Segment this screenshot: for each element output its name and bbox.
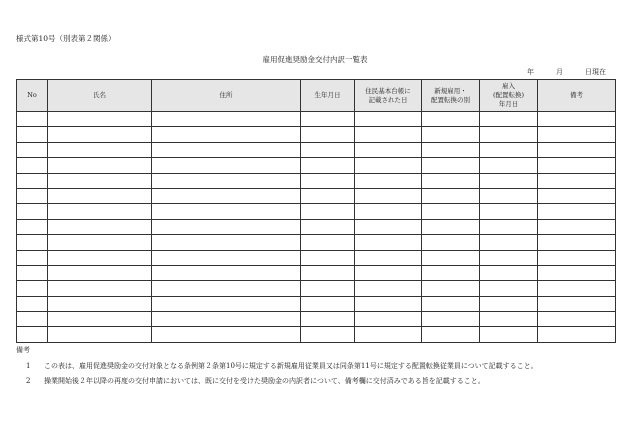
note-item-1: [26, 361, 538, 371]
note-number: 1: [26, 362, 31, 370]
table-cell[interactable]: [152, 281, 301, 296]
table-cell[interactable]: [355, 158, 422, 173]
table-cell[interactable]: [301, 219, 355, 234]
table-cell[interactable]: [355, 296, 422, 311]
table-cell[interactable]: [17, 158, 48, 173]
table-cell[interactable]: [538, 112, 616, 127]
table-cell[interactable]: [355, 173, 422, 188]
table-cell[interactable]: [480, 265, 538, 280]
table-cell[interactable]: [355, 188, 422, 203]
table-cell[interactable]: [480, 296, 538, 311]
table-cell[interactable]: [48, 235, 152, 250]
table-cell[interactable]: [152, 296, 301, 311]
table-cell[interactable]: [301, 204, 355, 219]
table-cell[interactable]: [48, 265, 152, 280]
table-cell[interactable]: [17, 265, 48, 280]
table-cell[interactable]: [422, 142, 480, 157]
date-year-label: 年: [527, 68, 534, 76]
table-row: [17, 219, 616, 234]
table-cell[interactable]: [17, 188, 48, 203]
table-cell[interactable]: [355, 127, 422, 142]
table-row: [17, 250, 616, 265]
table-cell[interactable]: [301, 142, 355, 157]
table-cell[interactable]: [152, 235, 301, 250]
column-header: 雇入 (配置転換) 年月日: [480, 80, 538, 112]
table-cell[interactable]: [48, 127, 152, 142]
table-cell[interactable]: [355, 250, 422, 265]
table-cell[interactable]: [480, 281, 538, 296]
note-text: 操業開始後２年以降の再度の交付申請においては、既に交付を受けた奨励金の内訳者について、備考欄に交付済みである旨を記載すること。: [44, 377, 485, 385]
table-cell[interactable]: [538, 250, 616, 265]
table-cell[interactable]: [152, 158, 301, 173]
table-cell[interactable]: [17, 250, 48, 265]
table-cell[interactable]: [48, 327, 152, 342]
table-row: [17, 173, 616, 188]
table-cell[interactable]: [480, 250, 538, 265]
table-cell[interactable]: [152, 142, 301, 157]
table-cell[interactable]: [152, 112, 301, 127]
table-cell[interactable]: [480, 127, 538, 142]
table-cell[interactable]: [17, 219, 48, 234]
table-cell[interactable]: [355, 312, 422, 327]
table-cell[interactable]: [422, 265, 480, 280]
table-cell[interactable]: [538, 235, 616, 250]
table-cell[interactable]: [538, 296, 616, 311]
table-cell[interactable]: [355, 142, 422, 157]
column-header: 新規雇用・ 配置転換の別: [422, 80, 480, 112]
table-cell[interactable]: [48, 142, 152, 157]
table-cell[interactable]: [355, 112, 422, 127]
table-row: [17, 327, 616, 342]
table-cell[interactable]: [538, 327, 616, 342]
table-cell[interactable]: [301, 281, 355, 296]
table-cell[interactable]: [422, 127, 480, 142]
column-header: 氏名: [48, 80, 152, 112]
date-month-label: 月: [556, 68, 563, 76]
table-cell[interactable]: [152, 127, 301, 142]
table-row: [17, 204, 616, 219]
table-cell[interactable]: [48, 173, 152, 188]
table-cell[interactable]: [422, 312, 480, 327]
table-header-row: [17, 80, 616, 112]
table-cell[interactable]: [301, 112, 355, 127]
table-cell[interactable]: [355, 265, 422, 280]
table-cell[interactable]: [301, 327, 355, 342]
table-row: [17, 235, 616, 250]
table-row: [17, 158, 616, 173]
date-day-label: 日現在: [585, 68, 606, 76]
table-cell[interactable]: [422, 235, 480, 250]
table-cell[interactable]: [152, 173, 301, 188]
table-cell[interactable]: [17, 327, 48, 342]
note-text: この表は、雇用促進奨励金の交付対象となる条例第２条第10号に規定する新規雇用従業員又は同条第11号に規定する配置転換従業員について記載すること。: [44, 362, 538, 370]
table-cell[interactable]: [301, 127, 355, 142]
table-cell[interactable]: [538, 158, 616, 173]
table-cell[interactable]: [422, 112, 480, 127]
table-row: [17, 312, 616, 327]
table-row: [17, 296, 616, 311]
table-cell[interactable]: [48, 312, 152, 327]
table-cell[interactable]: [422, 158, 480, 173]
note-number: 2: [26, 377, 31, 385]
table-cell[interactable]: [152, 219, 301, 234]
table-cell[interactable]: [480, 219, 538, 234]
column-header: 住民基本台帳に 記載された日: [355, 80, 422, 112]
table-cell[interactable]: [17, 296, 48, 311]
table-cell[interactable]: [480, 188, 538, 203]
table-row: [17, 265, 616, 280]
table-cell[interactable]: [152, 327, 301, 342]
table-cell[interactable]: [48, 296, 152, 311]
table-cell[interactable]: [17, 173, 48, 188]
table-cell[interactable]: [538, 142, 616, 157]
table-cell[interactable]: [152, 265, 301, 280]
table-cell[interactable]: [422, 296, 480, 311]
table-cell[interactable]: [355, 235, 422, 250]
table-cell[interactable]: [48, 281, 152, 296]
table-cell[interactable]: [480, 327, 538, 342]
table-cell[interactable]: [301, 296, 355, 311]
table-row: [17, 142, 616, 157]
table-cell[interactable]: [422, 188, 480, 203]
table-cell[interactable]: [422, 219, 480, 234]
table-cell[interactable]: [422, 327, 480, 342]
table-row: [17, 112, 616, 127]
table-cell[interactable]: [152, 250, 301, 265]
as-of-date: [527, 67, 606, 77]
table-cell[interactable]: [301, 158, 355, 173]
table-cell[interactable]: [538, 204, 616, 219]
table-cell[interactable]: [538, 219, 616, 234]
table-cell[interactable]: [48, 204, 152, 219]
table-cell[interactable]: [480, 312, 538, 327]
table-cell[interactable]: [538, 173, 616, 188]
table-cell[interactable]: [301, 250, 355, 265]
table-cell[interactable]: [48, 188, 152, 203]
table-cell[interactable]: [301, 235, 355, 250]
table-cell[interactable]: [17, 112, 48, 127]
table-cell[interactable]: [480, 173, 538, 188]
table-cell[interactable]: [152, 204, 301, 219]
table-cell[interactable]: [48, 219, 152, 234]
employee-roster-table: [16, 79, 616, 343]
table-row: [17, 281, 616, 296]
table-cell[interactable]: [355, 204, 422, 219]
table-row: [17, 127, 616, 142]
table-cell[interactable]: [538, 127, 616, 142]
column-header: 生年月日: [301, 80, 355, 112]
table-cell[interactable]: [17, 235, 48, 250]
notes-heading: 備考: [16, 346, 30, 354]
notes-section: [16, 345, 538, 391]
note-item-2: [26, 376, 538, 386]
table-cell[interactable]: [17, 127, 48, 142]
table-cell[interactable]: [301, 173, 355, 188]
table-cell[interactable]: [422, 281, 480, 296]
column-header: 住所: [152, 80, 301, 112]
table-cell[interactable]: [355, 281, 422, 296]
table-cell[interactable]: [17, 312, 48, 327]
table-cell[interactable]: [48, 112, 152, 127]
table-cell[interactable]: [422, 250, 480, 265]
table-row: [17, 188, 616, 203]
table-cell[interactable]: [538, 281, 616, 296]
table-cell[interactable]: [480, 204, 538, 219]
table-cell[interactable]: [152, 312, 301, 327]
table-cell[interactable]: [422, 173, 480, 188]
table-cell[interactable]: [301, 265, 355, 280]
table-cell[interactable]: [17, 281, 48, 296]
table-cell[interactable]: [538, 188, 616, 203]
table-cell[interactable]: [480, 158, 538, 173]
table-cell[interactable]: [301, 188, 355, 203]
document-title: 雇用促進奨励金交付内訳一覧表: [262, 55, 368, 64]
table-cell[interactable]: [480, 235, 538, 250]
table-cell[interactable]: [48, 250, 152, 265]
table-cell[interactable]: [538, 265, 616, 280]
table-cell[interactable]: [355, 219, 422, 234]
table-cell[interactable]: [422, 204, 480, 219]
table-cell[interactable]: [17, 142, 48, 157]
table-cell[interactable]: [152, 188, 301, 203]
table-cell[interactable]: [301, 312, 355, 327]
column-header: 備考: [538, 80, 616, 112]
table-cell[interactable]: [538, 312, 616, 327]
table-cell[interactable]: [480, 112, 538, 127]
table-cell[interactable]: [48, 158, 152, 173]
column-header: No: [17, 80, 48, 112]
table-cell[interactable]: [17, 204, 48, 219]
table-cell[interactable]: [355, 327, 422, 342]
table-cell[interactable]: [480, 142, 538, 157]
form-number: 様式第10号（別表第２関係）: [16, 34, 116, 43]
